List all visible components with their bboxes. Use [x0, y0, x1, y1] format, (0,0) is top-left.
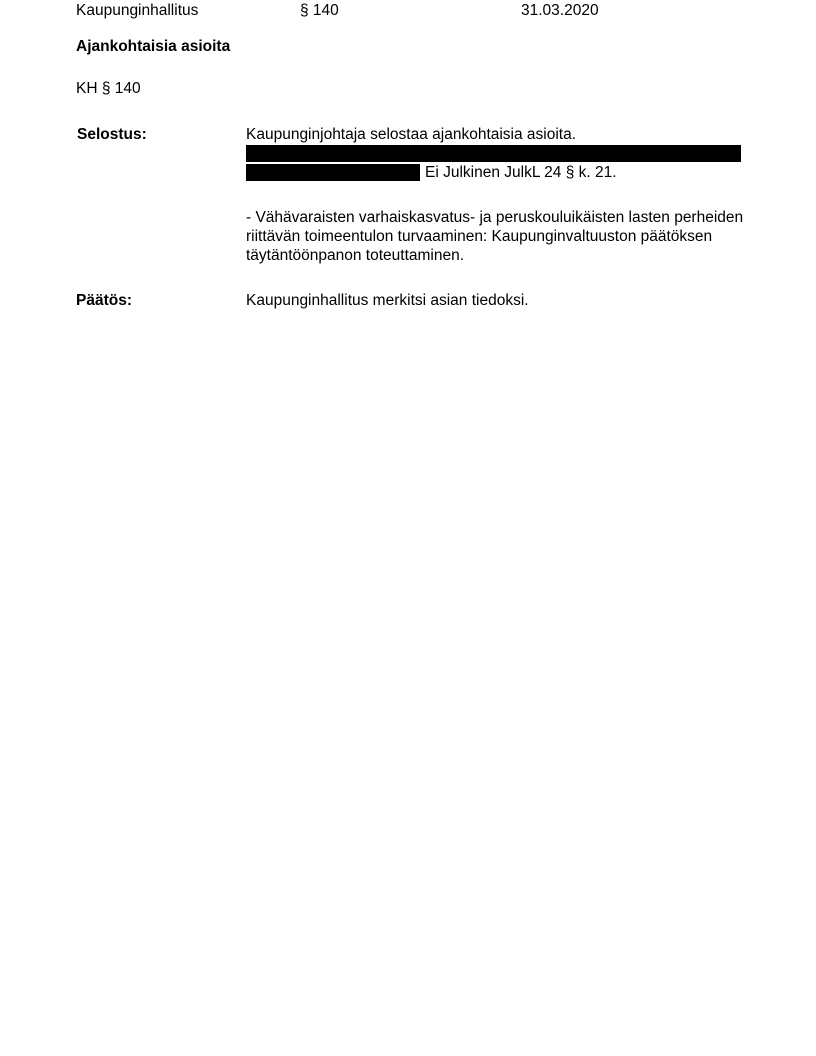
header-section: § 140 [300, 2, 339, 19]
header-date: 31.03.2020 [521, 2, 599, 19]
item-title: Ajankohtaisia asioita [76, 38, 231, 55]
selostus-paragraph: - Vähävaraisten varhaiskasvatus- ja peruskouluikäisten lasten perheiden riittävän toimeentulon turvaaminen: Kaupunginvaltuuston päätöksen täytäntöönpanon toteuttaminen. [246, 209, 744, 264]
selostus-label: Selostus: [77, 126, 147, 143]
confidential-note: Ei Julkinen JulkL 24 § k. 21. [425, 164, 617, 181]
header-body-name: Kaupunginhallitus [76, 2, 199, 19]
paatos-label: Päätös: [76, 292, 132, 309]
item-reference: KH § 140 [76, 80, 141, 97]
redaction-bar [246, 145, 741, 162]
paatos-text: Kaupunginhallitus merkitsi asian tiedoksi. [246, 292, 529, 309]
selostus-line1: Kaupunginjohtaja selostaa ajankohtaisia asioita. [246, 126, 577, 143]
redaction-bar [246, 164, 420, 181]
